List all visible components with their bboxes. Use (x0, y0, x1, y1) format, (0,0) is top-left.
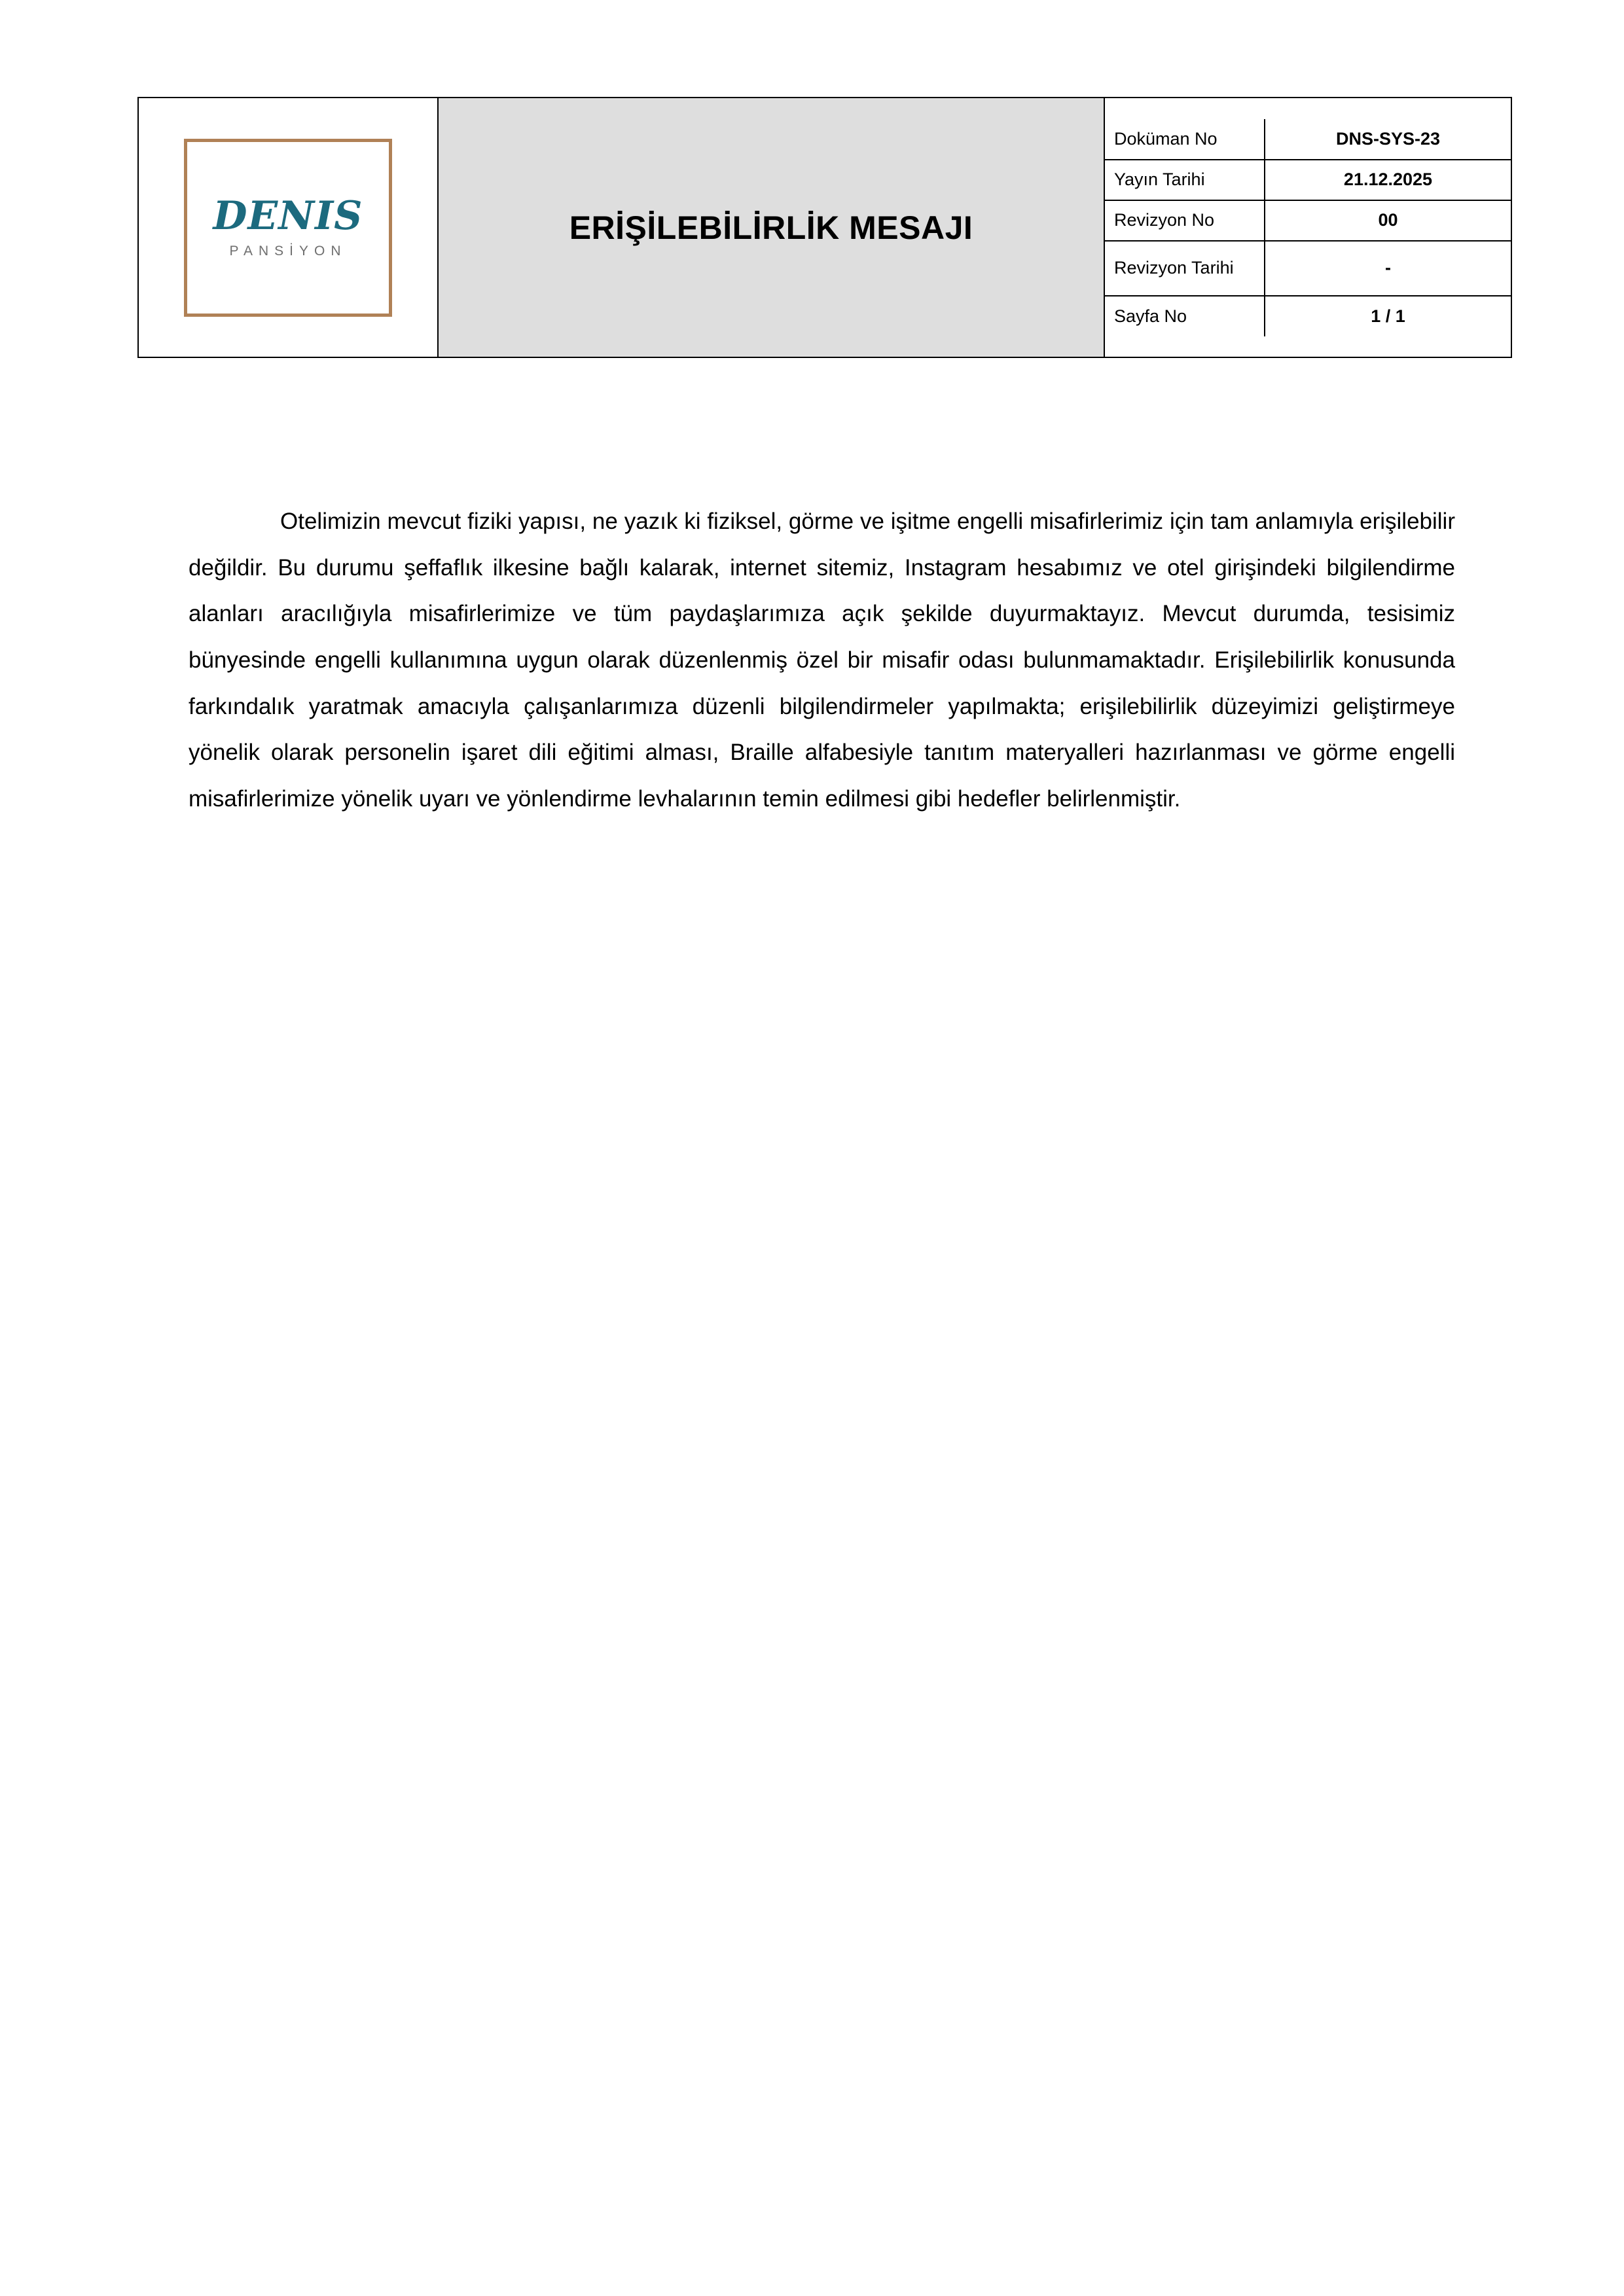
document-title-cell (438, 98, 1104, 357)
document-meta-table (1105, 119, 1511, 336)
logo-frame (184, 139, 392, 317)
logo-subtitle-text: PANSİYON (229, 243, 347, 259)
meta-value-dokuman-no: DNS-SYS-23 (1265, 119, 1511, 160)
meta-value-revizyon-tarihi: - (1265, 241, 1511, 296)
meta-label-revizyon-tarihi: Revizyon Tarihi (1105, 241, 1265, 296)
meta-label-yayin-tarihi: Yayın Tarihi (1105, 160, 1265, 200)
document-header-table (137, 97, 1512, 358)
meta-label-dokuman-no: Doküman No (1105, 119, 1265, 160)
meta-value-sayfa-no: 1 / 1 (1265, 296, 1511, 336)
page-title: ERİŞİLEBİLİRLİK MESAJI (569, 209, 973, 246)
table-row (1105, 160, 1511, 200)
table-row (1105, 241, 1511, 296)
table-row (1105, 119, 1511, 160)
logo-cell (138, 98, 438, 357)
meta-value-yayin-tarihi: 21.12.2025 (1265, 160, 1511, 200)
table-row (1105, 200, 1511, 241)
document-meta-cell (1104, 98, 1511, 357)
document-body (189, 499, 1455, 823)
body-paragraph: Otelimizin mevcut fiziki yapısı, ne yazık ki fiziksel, görme ve işitme engelli misafirlerimiz için tam anlamıyla erişilebilir değildir. Bu durumu şeffaflık ilkesine bağlı kalarak, internet sitemiz, Instagram hesabımız ve otel girişindeki bilgilendirme alanları aracılığıyla misafirlerimize ve tüm paydaşlarımıza açık şekilde duyurmaktayız. Mevcut durumda, tesisimiz bünyesinde engelli kullanımına uygun olarak düzenlenmiş özel bir misafir odası bulunmamaktadır. Erişilebilirlik konusunda farkındalık yaratmak amacıyla çalışanlarımıza düzenli bilgilendirmeler yapılmakta; erişilebilirlik düzeyimizi geliştirmeye yönelik olarak personelin işaret dili eğitimi alması, Braille alfabesiyle tanıtım materyalleri hazırlanması ve görme engelli misafirlerimize yönelik uyarı ve yönlendirme levhalarının temin edilmesi gibi hedefler belirlenmiştir. (189, 509, 1455, 812)
meta-value-revizyon-no: 00 (1265, 200, 1511, 241)
meta-label-sayfa-no: Sayfa No (1105, 296, 1265, 336)
logo-brand-text: DENIS (213, 192, 363, 239)
meta-label-revizyon-no: Revizyon No (1105, 200, 1265, 241)
table-row (1105, 296, 1511, 336)
